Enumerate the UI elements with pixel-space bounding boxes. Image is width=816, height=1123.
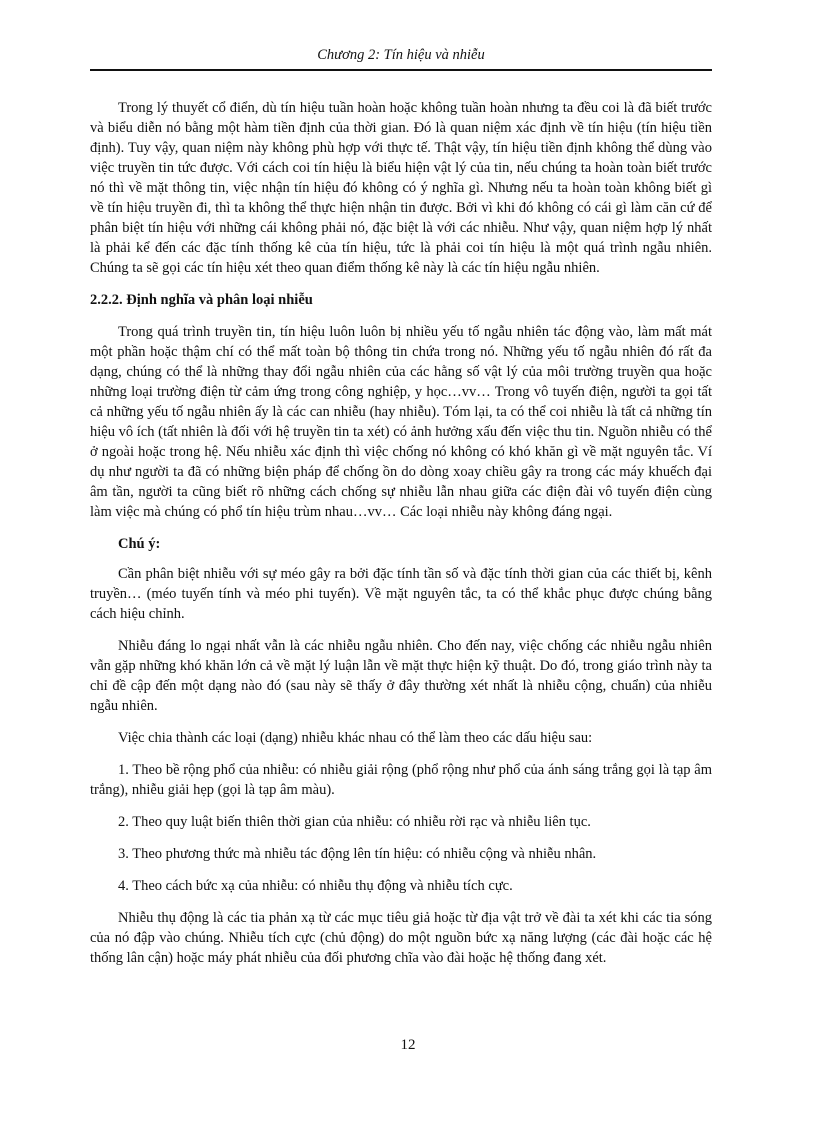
page-number: 12 (400, 1037, 416, 1053)
paragraph-passive-active-noise: Nhiễu thụ động là các tia phản xạ từ các mục tiêu giả hoặc từ địa vật trở về đài ta xét khi các tia sóng của nó đập vào chúng. Nhiễu tích cực (chủ động) do một nguồn bức xạ năng lượng (các đài hoặc các hệ thống lân cận) hoặc máy phát nhiễu của đối phương chĩa vào đài hoặc hệ thống đang xét. (90, 910, 712, 966)
paragraph-distortion-note: Cần phân biệt nhiễu với sự méo gây ra bởi đặc tính tần số và đặc tính thời gian của các thiết bị, kênh truyền… (méo tuyến tính và méo phi tuyến). Về mặt nguyên tắc, ta có thể khắc phục được chúng bằng cách hiệu chỉnh. (90, 566, 712, 622)
list-item: 4. Theo cách bức xạ của nhiễu: có nhiễu thụ động và nhiễu tích cực. (118, 878, 513, 894)
list-item: 1. Theo bề rộng phổ của nhiễu: có nhiễu giải rộng (phổ rộng như phổ của ánh sáng trắng gọi là tạp âm trắng), nhiễu giải hẹp (gọi là tạp âm màu). (90, 762, 712, 798)
header-rule (90, 69, 712, 71)
paragraph-classification-intro: Việc chia thành các loại (dạng) nhiễu khác nhau có thể làm theo các dấu hiệu sau: (118, 730, 593, 746)
section-heading: 2.2.2. Định nghĩa và phân loại nhiễu (90, 292, 313, 308)
paragraph-noise-definition: Trong quá trình truyền tin, tín hiệu luôn luôn bị nhiều yếu tố ngẫu nhiên tác động vào, làm mất mát một phần hoặc thậm chí có thể mất toàn bộ thông tin chứa trong nó. Những yếu tố ngẫu nhiên đó rất đa dạng, chúng có thể là những thay đổi ngẫu nhiên của các hằng số vật lý của môi trường truyền qua hoặc những loại trường điện từ cảm ứng trong công nghiệp, y học…vv… Trong vô tuyến điện, người ta gọi tất cả những yếu tố ngẫu nhiên ấy là các can nhiễu (hay nhiễu). Tóm lại, ta có thể coi nhiễu là tất cả những tín hiệu vô ích (tất nhiên là đối với hệ truyền tin ta xét) có ảnh hưởng xấu đến việc thu tin. Nguồn nhiễu có thể ở ngoài hoặc trong hệ. Nếu nhiễu xác định thì việc chống nó không có khó khăn gì về mặt nguyên tắc. Ví dụ như người ta đã có những biện pháp để chống ồn do dòng xoay chiều gây ra trong các máy khuếch đại âm tần, người ta cũng biết rõ những cách chống sự nhiễu lẫn nhau giữa các điện đài vô tuyến điện cùng làm việc mà chúng có phổ tín hiệu trùm nhau…vv… Các loại nhiễu này không đáng ngại. (90, 324, 712, 520)
list-item: 2. Theo quy luật biến thiên thời gian của nhiễu: có nhiễu rời rạc và nhiễu liên tục. (118, 814, 591, 830)
paragraph-random-signals: Trong lý thuyết cổ điển, dù tín hiệu tuần hoàn hoặc không tuần hoàn nhưng ta đều coi là đã biết trước và biểu diễn nó bằng một hàm tiền định của thời gian. Đó là quan niệm xác định về tín hiệu (tín hiệu tiền định). Tuy vậy, quan niệm này không phù hợp với thực tế. Thật vậy, tín hiệu tiền định không thể dùng vào việc truyền tin tức được. Với cách coi tín hiệu là biểu hiện vật lý của tin, nếu chúng ta hoàn toàn biết trước nó thì về mặt thông tin, việc nhận tín hiệu đó không có ý nghĩa gì. Nhưng nếu ta hoàn toàn không biết gì về tín hiệu truyền đi, thì ta không thể thực hiện nhận tin được. Bởi vì khi đó không có cái gì làm căn cứ để phân biệt tín hiệu với những cái không phải nó, đặc biệt là với các nhiễu. Như vậy, quan niệm hợp lý nhất là phải kể đến các đặc tính thống kê của tín hiệu, tức là phải coi tín hiệu là một quá trình ngẫu nhiên. Chúng ta sẽ gọi các tín hiệu xét theo quan điểm thống kê này là các tín hiệu ngẫu nhiên. (90, 100, 712, 276)
paragraph-random-noise: Nhiễu đáng lo ngại nhất vẫn là các nhiễu ngẫu nhiên. Cho đến nay, việc chống các nhiễu ngẫu nhiên vẫn gặp những khó khăn lớn cả về mặt lý luận lẫn về mặt thực hiện kỹ thuật. Do đó, trong giáo trình này ta chỉ đề cập đến một dạng nào đó (sau này sẽ thấy ở đây thường xét nhất là nhiễu cộng, chuẩn) của nhiễu ngẫu nhiên. (90, 638, 712, 714)
running-header: Chương 2: Tín hiệu và nhiễu (317, 47, 485, 63)
page-body (90, 98, 712, 980)
list-item: 3. Theo phương thức mà nhiễu tác động lên tín hiệu: có nhiễu cộng và nhiễu nhân. (118, 846, 597, 862)
note-label: Chú ý: (118, 536, 161, 552)
